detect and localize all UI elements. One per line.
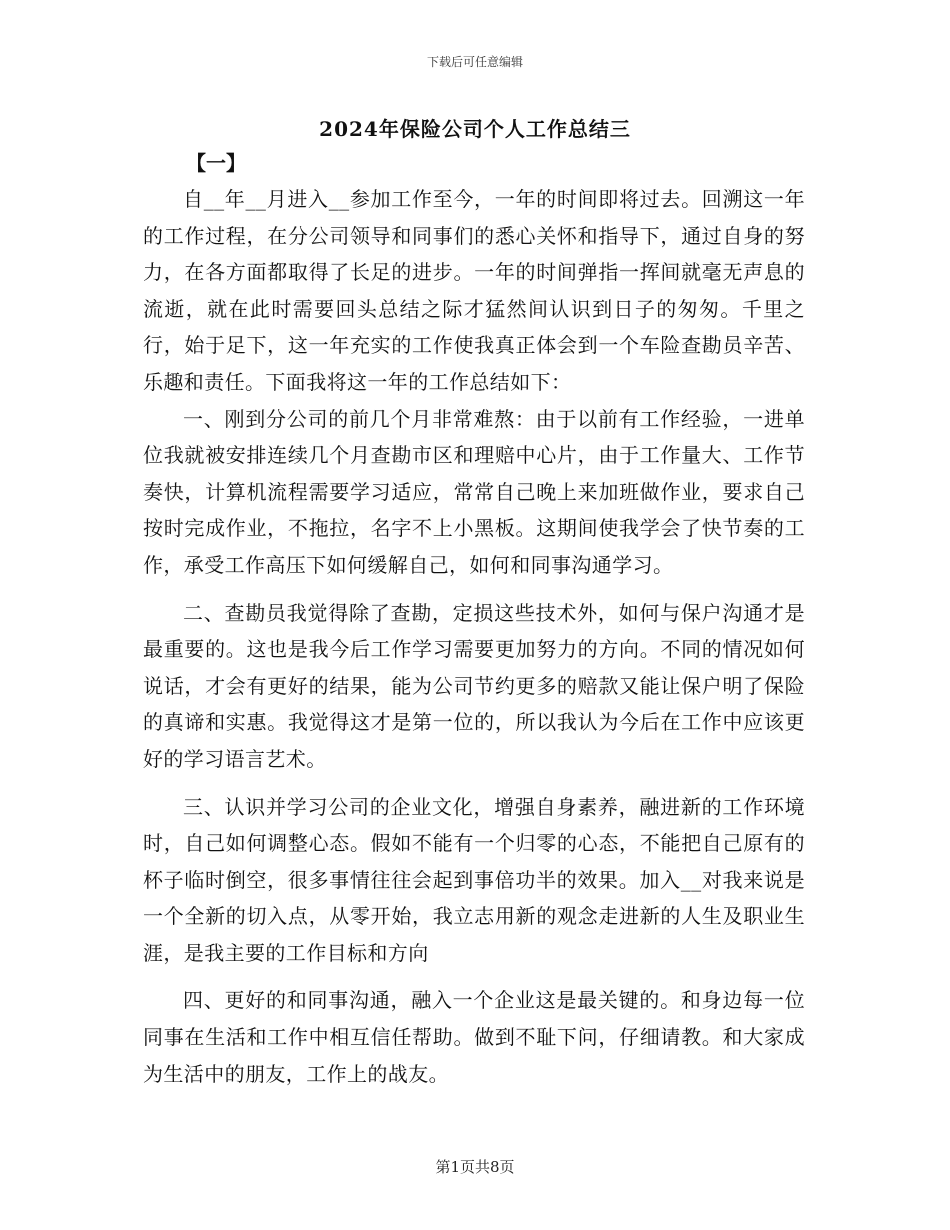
paragraph-point-3: 三、认识并学习公司的企业文化，增强自身素养，融进新的工作环境时，自己如何调整心态。假如不能有一个归零的心态，不能把自己原有的杯子临时倒空，很多事情往往会起到事倍功半的效果。加入__对我来说是一个全新的切入点，从零开始，我立志用新的观念走进新的人生及职业生涯，是我主要的工作目标和方向 <box>143 794 805 965</box>
document-body <box>143 181 805 1092</box>
document-title: 2024年保险公司个人工作总结三 <box>319 117 631 141</box>
header-note: 下载后可任意编辑 <box>426 55 523 69</box>
paragraph-intro: 自__年__月进入__参加工作至今，一年的时间即将过去。回溯这一年的工作过程，在分公司领导和同事们的悉心关怀和指导下，通过自身的努力，在各方面都取得了长足的进步。一年的时间弹指一挥间就毫无声息的流逝，就在此时需要回头总结之际才猛然间认识到日子的匆匆。千里之行，始于足下，这一年充实的工作使我真正体会到一个车险查勘员辛苦、乐趣和责任。下面我将这一年的工作总结如下： <box>143 187 805 394</box>
section-marker: 【一】 <box>186 151 246 175</box>
paragraph-point-4: 四、更好的和同事沟通，融入一个企业这是最关键的。和身边每一位同事在生活和工作中相互信任帮助。做到不耻下问，仔细请教。和大家成为生活中的朋友，工作上的战友。 <box>143 988 805 1086</box>
paragraph-point-1: 一、刚到分公司的前几个月非常难熬：由于以前有工作经验，一进单位我就被安排连续几个月查勘市区和理赔中心片，由于工作量大、工作节奏快，计算机流程需要学习适应，常常自己晚上来加班做作业，要求自己按时完成作业，不拖拉，名字不上小黑板。这期间使我学会了快节奏的工作，承受工作高压下如何缓解自己，如何和同事沟通学习。 <box>143 406 805 577</box>
page-number: 第1页共8页 <box>435 1158 515 1176</box>
paragraph-point-2: 二、查勘员我觉得除了查勘，定损这些技术外，如何与保户沟通才是最重要的。这也是我今后工作学习需要更加努力的方向。不同的情况如何说话，才会有更好的结果，能为公司节约更多的赔款又能让保户明了保险的真谛和实惠。我觉得这才是第一位的，所以我认为今后在工作中应该更好的学习语言艺术。 <box>143 600 805 771</box>
